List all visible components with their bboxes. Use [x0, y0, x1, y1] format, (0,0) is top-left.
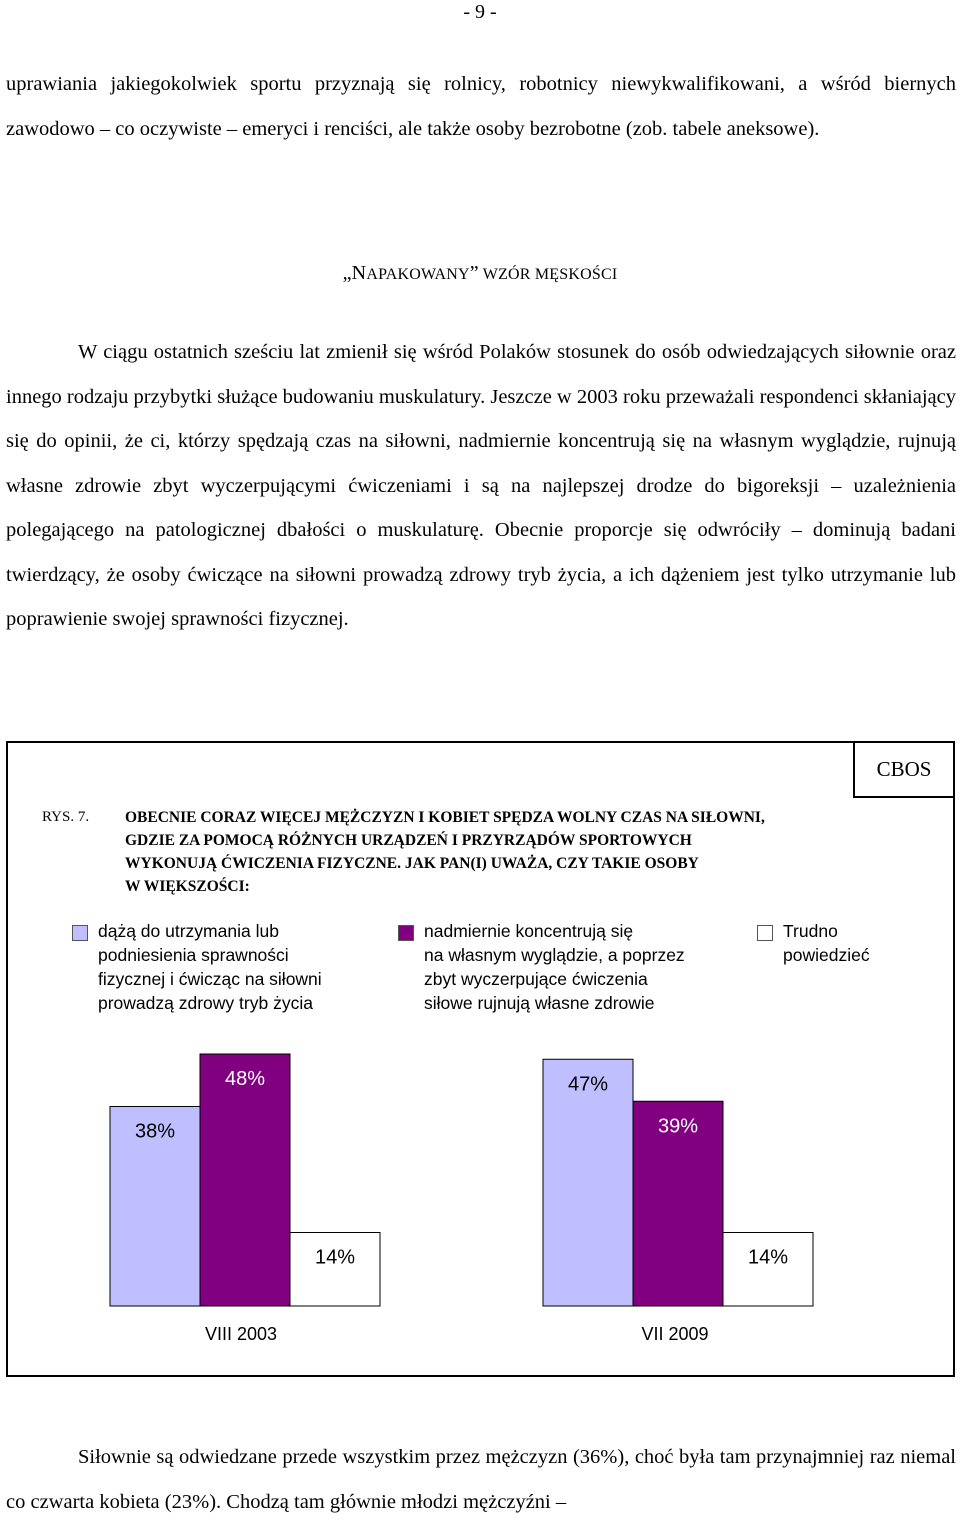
bar-2-0: [290, 1233, 380, 1307]
heading-close-quote: ”: [469, 262, 479, 284]
category-label: VIII 2003: [204, 1324, 278, 1344]
heading-rest: WZÓR MĘSKOŚCI: [478, 266, 618, 283]
legend-line: zbyt wyczerpujące ćwiczenia: [424, 969, 648, 989]
heading-word: APAKOWANY: [366, 266, 470, 283]
figure-title-line: W WIĘKSZOŚCI:: [125, 878, 250, 895]
figure-title-line: OBECNIE CORAZ WIĘCEJ MĘŻCZYZN I KOBIET SPĘDZA WOLNY CZAS NA SIŁOWNI,: [125, 809, 765, 826]
legend-line: nadmiernie koncentrują się: [424, 921, 634, 941]
data-label: 38%: [134, 1120, 176, 1143]
legend-line: dążą do utrzymania lub: [98, 921, 279, 941]
bar-chart: [8, 743, 953, 1375]
bar-2-1: [723, 1233, 813, 1307]
legend-line: prowadzą zdrowy tryb życia: [98, 993, 313, 1013]
legend-line: podniesienia sprawności: [98, 945, 289, 965]
section-heading: [0, 262, 960, 285]
paragraph-intro: uprawiania jakiegokolwiek sportu przyznają się rolnicy, robotnicy niewykwalifikowani, a wśród biernych zawodowo – co oczywiste – emeryci i renciści, ale także osoby bezrobotne (zob. tabele aneksowe).: [6, 73, 956, 140]
figure-title-line: GDZIE ZA POMOCĄ RÓŻNYCH URZĄDZEŃ I PRZYRZĄDÓW SPORTOWYCH: [125, 832, 692, 849]
category-label: VII 2009: [641, 1324, 709, 1344]
paragraph-next: Siłownie są odwiedzane przede wszystkim przez mężczyzn (36%), choć była tam przynajmniej raz niemal co czwarta kobieta (23%). Chodzą tam głównie młodzi mężczyźni –: [6, 1446, 956, 1513]
heading-initial: N: [351, 262, 367, 284]
data-label: 39%: [657, 1115, 699, 1138]
page-number: - 9 -: [463, 1, 497, 23]
bar-0-1: [543, 1059, 633, 1306]
legend-line: Trudno: [783, 921, 838, 941]
bar-1-0: [200, 1054, 290, 1306]
source-badge: CBOS: [853, 743, 953, 798]
data-label: 14%: [747, 1246, 789, 1269]
data-label: 14%: [314, 1246, 356, 1269]
data-label: 47%: [567, 1073, 609, 1096]
paragraph-main: W ciągu ostatnich sześciu lat zmienił się wśród Polaków stosunek do osób odwiedzających siłownie oraz innego rodzaju przybytki służące budowaniu muskulatury. Jeszcze w 2003 roku przeważali respondenci skłaniający się do opinii, że ci, którzy spędzają czas na siłowni, nadmiernie koncentrują się na własnym wyglądzie, rujnują własne zdrowie zbyt wyczerpującymi ćwiczeniami i są na najlepszej drodze do bigoreksji – uzależnienia polegającego na patologicznej dbałości o muskulaturę. Obecnie proporcje się odwróciły – dominują badani twierdzący, że osoby ćwiczące na siłowni prowadzą zdrowy tryb życia, a ich dążeniem jest tylko utrzymanie lub poprawienie swojej sprawności fizycznej.: [6, 341, 956, 630]
data-label: 48%: [224, 1068, 266, 1090]
legend-line: na własnym wyglądzie, a poprzez: [424, 945, 685, 965]
heading-open-quote: „: [342, 262, 352, 284]
legend-line: siłowe rujnują własne zdrowie: [424, 993, 655, 1013]
figure-number: RYS. 7.: [42, 809, 90, 825]
legend-line: fizycznej i ćwicząc na siłowni: [98, 969, 322, 989]
figure-title-line: WYKONUJĄ ĆWICZENIA FIZYCZNE. JAK PAN(I) UWAŻA, CZY TAKIE OSOBY: [125, 855, 699, 872]
legend-line: powiedzieć: [783, 945, 870, 965]
figure-frame: [6, 741, 955, 1377]
